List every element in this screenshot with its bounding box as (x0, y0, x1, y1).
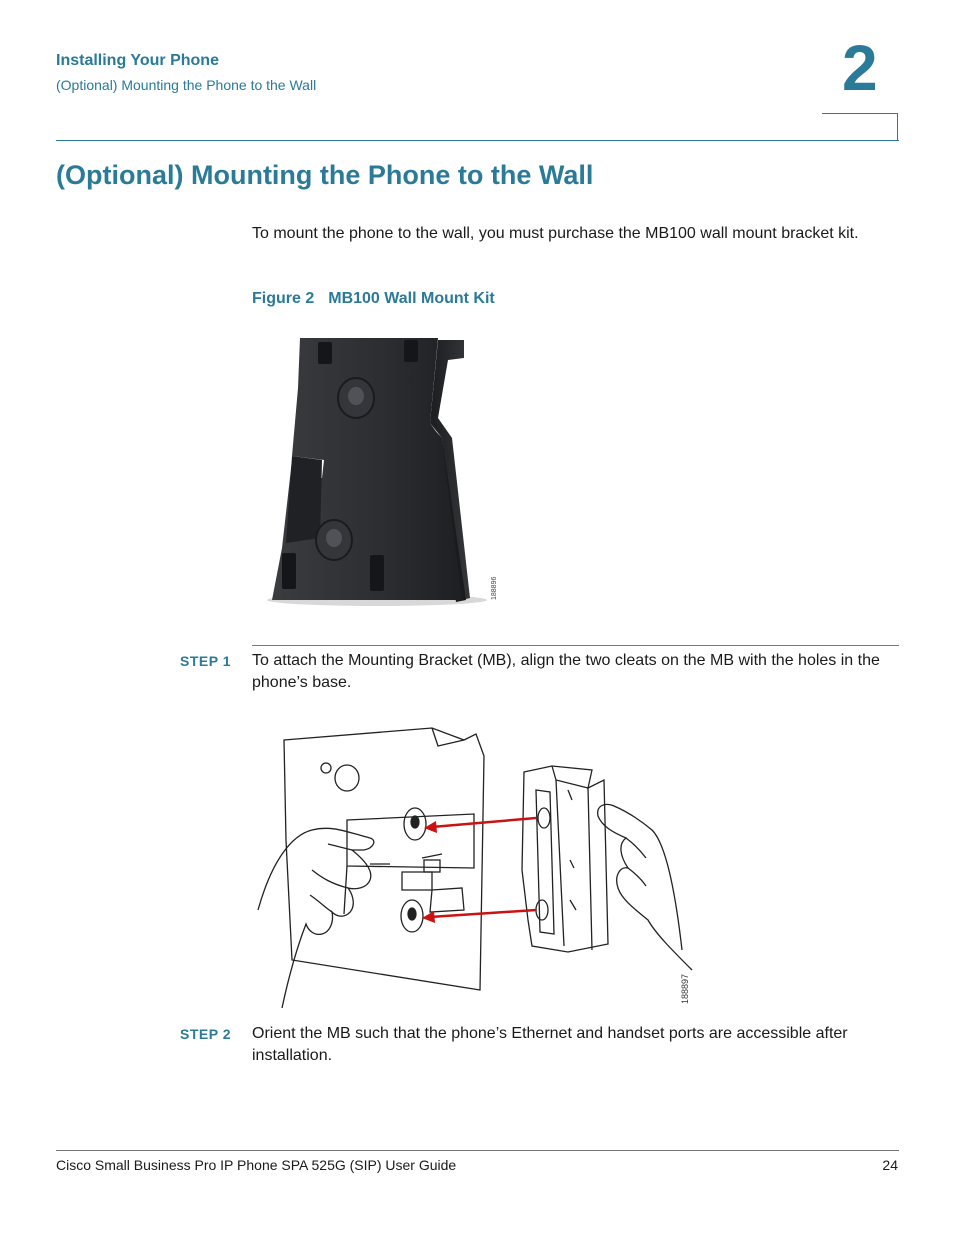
header-divider (56, 140, 899, 141)
page-title: (Optional) Mounting the Phone to the Wall (56, 160, 594, 190)
step-divider (252, 645, 899, 646)
intro-paragraph: To mount the phone to the wall, you must purchase the MB100 wall mount bracket kit. (252, 225, 859, 242)
wall-mount-bracket-image (252, 328, 502, 610)
figure1-id: 188896 (491, 576, 498, 600)
chapter-number: 2 (842, 32, 878, 104)
footer-doc-title: Cisco Small Business Pro IP Phone SPA 525G (SIP) User Guide (56, 1157, 457, 1173)
figure-caption (252, 290, 495, 308)
footer-divider (56, 1150, 899, 1151)
step2-text: Orient the MB such that the phone’s Ethernet and handset ports are accessible after installation. (252, 1025, 848, 1064)
step1-label: STEP 1 (180, 653, 231, 669)
figure-label: Figure 2 (252, 290, 315, 307)
header-chapter-title: Installing Your Phone (56, 52, 219, 69)
bracket-attach-illustration (252, 720, 697, 1010)
figure-title: MB100 Wall Mount Kit (328, 290, 495, 307)
page-number: 24 (882, 1157, 898, 1173)
step1-text: To attach the Mounting Bracket (MB), align the two cleats on the MB with the holes in the phone’s base. (252, 652, 880, 691)
header-section-title: (Optional) Mounting the Phone to the Wall (56, 77, 317, 93)
figure2-id: 188897 (680, 973, 690, 1004)
step2-label: STEP 2 (180, 1026, 231, 1042)
chapter-tab (822, 113, 898, 140)
